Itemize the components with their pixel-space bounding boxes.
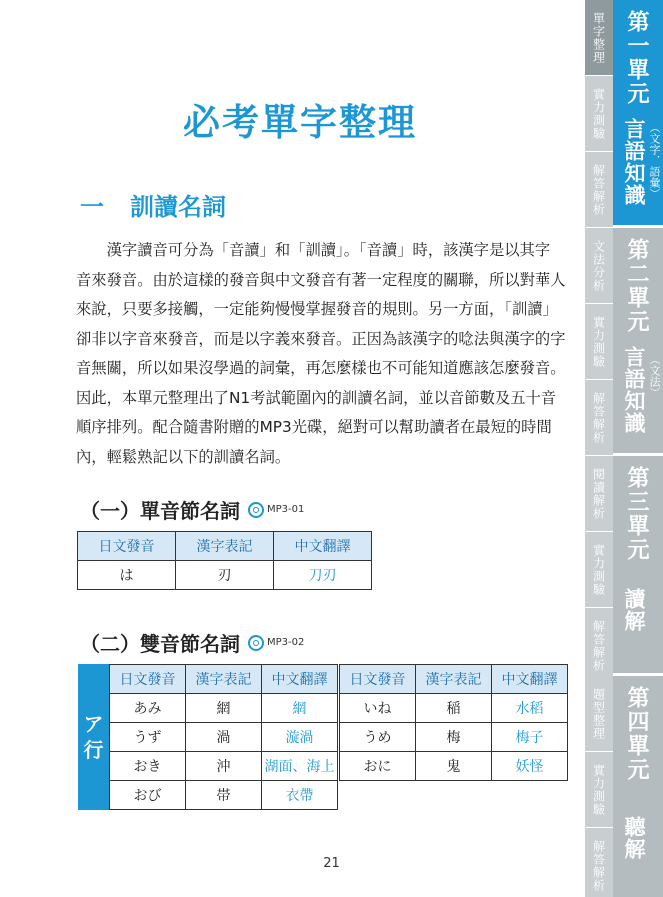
unit-subtitle: （文字．語彙） bbox=[648, 122, 661, 199]
table-row bbox=[340, 694, 568, 723]
kana-row-label bbox=[78, 664, 109, 810]
mp3-label: MP3-01 bbox=[267, 504, 305, 515]
vocab-table-single bbox=[77, 531, 372, 590]
paragraph-line: 漢字讀音可分為「音讀」和「訓讀」。「音讀」時，該漢字是以其字 bbox=[76, 241, 551, 259]
section-number: 一 bbox=[80, 193, 104, 221]
reading-cell: おに bbox=[340, 752, 416, 781]
reading-cell: うず bbox=[110, 723, 186, 752]
tab-unit-3[interactable] bbox=[613, 456, 663, 676]
subsection-title: （一）單音節名詞 bbox=[80, 499, 240, 523]
cd-icon bbox=[248, 635, 264, 651]
subtab-answer-analysis[interactable]: 解答解析 bbox=[585, 608, 613, 684]
unit-label: 第一單元 bbox=[624, 10, 649, 106]
paragraph-line: 音無關，所以如果沒學過的詞彙，再怎麼樣也不可能知道應該怎麼發音。 bbox=[76, 359, 566, 377]
section-heading bbox=[80, 187, 226, 222]
kana-row-label-char: ア bbox=[83, 712, 104, 736]
subtab-answer-analysis[interactable]: 解答解析 bbox=[585, 380, 613, 456]
paragraph-line: 卻非以字音來發音，而是以字義來發音。正因為該漢字的唸法與漢字的字 bbox=[76, 329, 566, 348]
subtab-practice-test[interactable]: 實力測驗 bbox=[585, 532, 613, 608]
column-header: 漢字表記 bbox=[176, 532, 274, 561]
kanji-cell: 沖 bbox=[186, 752, 262, 781]
reading-cell: うめ bbox=[340, 723, 416, 752]
page-number: 21 bbox=[323, 856, 340, 871]
section-title: 訓讀名詞 bbox=[130, 193, 226, 221]
column-header: 中文翻譯 bbox=[492, 665, 568, 694]
tab-unit-1[interactable] bbox=[613, 0, 663, 228]
vocab-table-right bbox=[339, 664, 568, 781]
unit-label: 第三單元 bbox=[624, 466, 649, 562]
subtab-practice-test[interactable]: 實力測驗 bbox=[585, 304, 613, 380]
column-header: 日文發音 bbox=[340, 665, 416, 694]
mp3-label: MP3-02 bbox=[267, 637, 305, 648]
unit-3-subtabs bbox=[585, 456, 613, 684]
cd-icon bbox=[248, 502, 264, 518]
reading-cell: は bbox=[78, 561, 176, 590]
kanji-cell: 刃 bbox=[176, 561, 274, 590]
table-row bbox=[110, 723, 338, 752]
column-header: 漢字表記 bbox=[186, 665, 262, 694]
table-row bbox=[110, 694, 338, 723]
unit-name: 言語知識 bbox=[622, 118, 646, 206]
table-row bbox=[340, 723, 568, 752]
subtab-grammar-analysis[interactable]: 文法分析 bbox=[585, 228, 613, 304]
translation-cell: 衣帶 bbox=[262, 781, 338, 810]
kanji-cell: 稲 bbox=[416, 694, 492, 723]
translation-cell: 漩渦 bbox=[262, 723, 338, 752]
paragraph-line: 內，輕鬆熟記以下的訓讀名詞。 bbox=[76, 447, 291, 466]
unit-1-subtabs bbox=[585, 0, 613, 228]
subtab-vocab-summary[interactable]: 單字整理 bbox=[585, 0, 613, 76]
subsection-title: （二）雙音節名詞 bbox=[80, 632, 240, 656]
kanji-cell: 網 bbox=[186, 694, 262, 723]
subtab-question-types[interactable]: 題型整理 bbox=[585, 676, 613, 752]
mp3-track-button[interactable] bbox=[248, 635, 304, 651]
translation-cell: 刀刃 bbox=[274, 561, 372, 590]
subtab-practice-test[interactable]: 實力測驗 bbox=[585, 752, 613, 828]
reading-cell: おび bbox=[110, 781, 186, 810]
unit-name: 讀解 bbox=[622, 588, 646, 632]
intro-paragraph bbox=[76, 236, 570, 472]
subtab-reading-analysis[interactable]: 閱讀解析 bbox=[585, 456, 613, 532]
unit-name: 言語知識 bbox=[622, 346, 646, 434]
kana-row-label-char: 行 bbox=[83, 738, 104, 762]
kanji-cell: 鬼 bbox=[416, 752, 492, 781]
paragraph-line: 順序排列。配合隨書附贈的MP3光碟，絕對可以幫助讀者在最短的時間 bbox=[76, 418, 552, 436]
page-title: 必考單字整理 bbox=[183, 101, 417, 144]
translation-cell: 梅子 bbox=[492, 723, 568, 752]
translation-cell: 網 bbox=[262, 694, 338, 723]
subsection-heading-2 bbox=[80, 628, 304, 657]
table-row bbox=[110, 781, 338, 810]
kanji-cell: 梅 bbox=[416, 723, 492, 752]
table-row bbox=[340, 752, 568, 781]
unit-label: 第二單元 bbox=[624, 238, 649, 334]
column-header: 中文翻譯 bbox=[274, 532, 372, 561]
vocab-table-left bbox=[109, 664, 338, 810]
paragraph-line: 因此，本單元整理出了N1考試範圍內的訓讀名詞，並以音節數及五十音 bbox=[76, 388, 557, 407]
paragraph-line: 來說，只要多接觸，一定能夠慢慢掌握發音的規則。另一方面，「訓讀」 bbox=[76, 300, 558, 318]
tab-unit-4[interactable] bbox=[613, 676, 663, 897]
subtab-answer-analysis[interactable]: 解答解析 bbox=[585, 152, 613, 228]
table-row bbox=[110, 752, 338, 781]
unit-subtitle: （文法） bbox=[648, 354, 661, 398]
column-header: 日文發音 bbox=[78, 532, 176, 561]
reading-cell: おき bbox=[110, 752, 186, 781]
chapter-tabs bbox=[585, 0, 663, 897]
translation-cell: 水稻 bbox=[492, 694, 568, 723]
unit-name: 聽解 bbox=[622, 816, 646, 860]
unit-2-subtabs bbox=[585, 228, 613, 456]
column-header: 漢字表記 bbox=[416, 665, 492, 694]
translation-cell: 妖怪 bbox=[492, 752, 568, 781]
tab-unit-2[interactable] bbox=[613, 228, 663, 456]
column-header: 日文發音 bbox=[110, 665, 186, 694]
unit-label: 第四單元 bbox=[624, 686, 649, 782]
paragraph-line: 音來發音。由於這樣的發音與中文發音有著一定程度的關聯，所以對華人 bbox=[76, 270, 566, 289]
subtab-answer-analysis[interactable]: 解答解析 bbox=[585, 828, 613, 897]
mp3-track-button[interactable] bbox=[248, 502, 304, 518]
subsection-heading-1 bbox=[80, 495, 304, 524]
translation-cell: 湖面、海上 bbox=[262, 752, 338, 781]
column-header: 中文翻譯 bbox=[262, 665, 338, 694]
kanji-cell: 渦 bbox=[186, 723, 262, 752]
table-row bbox=[78, 561, 372, 590]
subtab-practice-test[interactable]: 實力測驗 bbox=[585, 76, 613, 152]
unit-4-subtabs bbox=[585, 676, 613, 897]
reading-cell: いね bbox=[340, 694, 416, 723]
kanji-cell: 帯 bbox=[186, 781, 262, 810]
reading-cell: あみ bbox=[110, 694, 186, 723]
